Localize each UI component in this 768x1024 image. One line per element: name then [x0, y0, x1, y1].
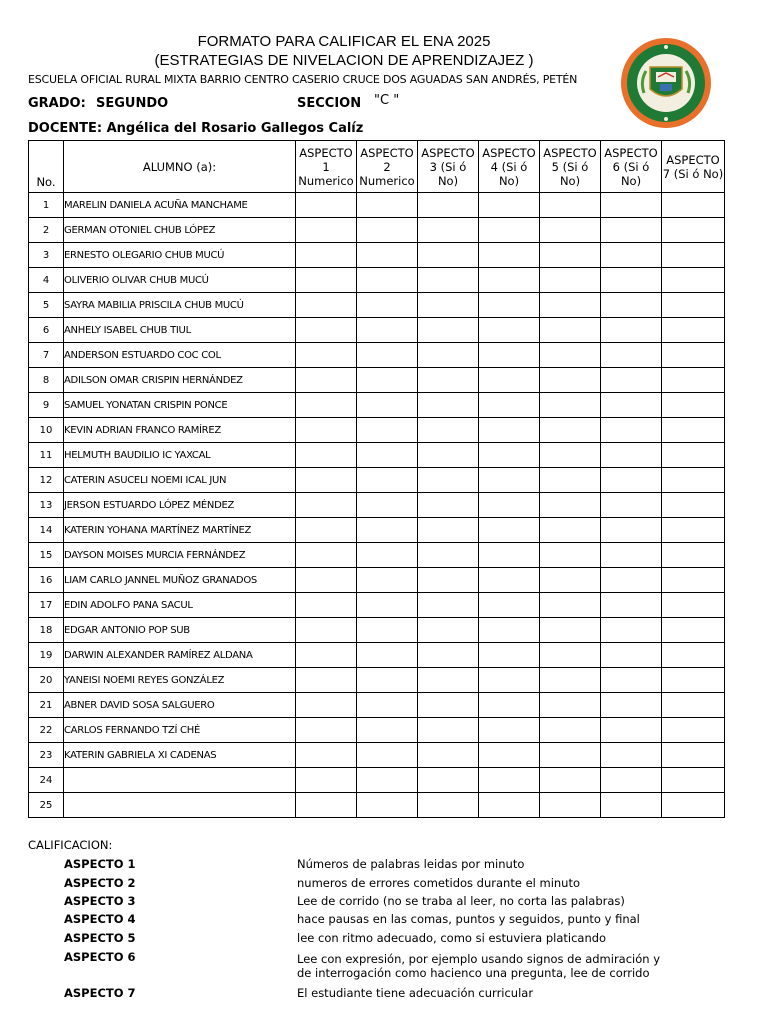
grade-cell-aspecto-3[interactable]	[418, 193, 479, 218]
grade-cell-aspecto-4[interactable]	[479, 668, 540, 693]
grade-cell-aspecto-4[interactable]	[479, 743, 540, 768]
grado-value: SEGUNDO	[96, 96, 169, 111]
grade-cell-aspecto-5[interactable]	[540, 243, 601, 268]
grade-cell-aspecto-3[interactable]	[418, 343, 479, 368]
grade-cell-aspecto-5[interactable]	[540, 468, 601, 493]
table-row	[29, 718, 725, 743]
grade-cell-aspecto-1[interactable]	[296, 618, 357, 643]
grade-cell-aspecto-2[interactable]	[357, 368, 418, 393]
grade-cell-aspecto-5[interactable]	[540, 293, 601, 318]
aspect-label: ASPECTO 4	[64, 912, 136, 926]
grade-cell-aspecto-5[interactable]	[540, 318, 601, 343]
student-name: KATERIN YOHANA MARTÍNEZ MARTÍNEZ	[64, 518, 296, 543]
grade-cell-aspecto-1[interactable]	[296, 768, 357, 793]
student-name: EDGAR ANTONIO POP SUB	[64, 618, 296, 643]
table-row	[29, 568, 725, 593]
student-name	[64, 768, 296, 793]
student-name: LIAM CARLO JANNEL MUÑOZ GRANADOS	[64, 568, 296, 593]
grade-cell-aspecto-1[interactable]	[296, 543, 357, 568]
grade-cell-aspecto-5[interactable]	[540, 518, 601, 543]
aspect-label: ASPECTO 7	[64, 986, 136, 1000]
grade-cell-aspecto-2[interactable]	[357, 793, 418, 818]
grade-cell-aspecto-2[interactable]	[357, 643, 418, 668]
row-number: 4	[29, 268, 64, 293]
student-name: HELMUTH BAUDILIO IC YAXCAL	[64, 443, 296, 468]
grade-cell-aspecto-7[interactable]	[662, 518, 725, 543]
grade-cell-aspecto-5[interactable]	[540, 393, 601, 418]
grade-cell-aspecto-3[interactable]	[418, 693, 479, 718]
grade-cell-aspecto-5[interactable]	[540, 768, 601, 793]
row-number: 23	[29, 743, 64, 768]
grade-cell-aspecto-4[interactable]	[479, 643, 540, 668]
grade-cell-aspecto-4[interactable]	[479, 318, 540, 343]
grade-cell-aspecto-5[interactable]	[540, 193, 601, 218]
grade-cell-aspecto-2[interactable]	[357, 193, 418, 218]
grade-cell-aspecto-2[interactable]	[357, 618, 418, 643]
docente-name: DOCENTE: Angélica del Rosario Gallegos Calíz	[28, 121, 364, 136]
grade-cell-aspecto-6[interactable]	[601, 343, 662, 368]
grade-cell-aspecto-4[interactable]	[479, 268, 540, 293]
grade-cell-aspecto-3[interactable]	[418, 593, 479, 618]
grade-cell-aspecto-5[interactable]	[540, 343, 601, 368]
table-row	[29, 268, 725, 293]
grade-cell-aspecto-2[interactable]	[357, 743, 418, 768]
form-title: FORMATO PARA CALIFICAR EL ENA 2025	[197, 33, 491, 50]
table-row	[29, 318, 725, 343]
grade-cell-aspecto-2[interactable]	[357, 218, 418, 243]
grade-cell-aspecto-1[interactable]	[296, 743, 357, 768]
grade-cell-aspecto-1[interactable]	[296, 368, 357, 393]
row-number: 17	[29, 593, 64, 618]
grade-cell-aspecto-3[interactable]	[418, 743, 479, 768]
grade-cell-aspecto-2[interactable]	[357, 293, 418, 318]
student-name: CATERIN ASUCELI NOEMI ICAL JUN	[64, 468, 296, 493]
row-number: 2	[29, 218, 64, 243]
grade-cell-aspecto-1[interactable]	[296, 518, 357, 543]
grade-cell-aspecto-7[interactable]	[662, 418, 725, 443]
table-row	[29, 343, 725, 368]
row-number: 13	[29, 493, 64, 518]
grade-cell-aspecto-7[interactable]	[662, 593, 725, 618]
table-row	[29, 493, 725, 518]
student-name: SAMUEL YONATAN CRISPIN PONCE	[64, 393, 296, 418]
student-name: ADILSON OMAR CRISPIN HERNÁNDEZ	[64, 368, 296, 393]
student-name: KEVIN ADRIAN FRANCO RAMÍREZ	[64, 418, 296, 443]
header-alumno: ALUMNO (a):	[64, 141, 296, 193]
table-row	[29, 743, 725, 768]
form-subtitle: (ESTRATEGIAS DE NIVELACION DE APRENDIZAJEZ )	[154, 52, 534, 69]
grade-cell-aspecto-6[interactable]	[601, 768, 662, 793]
aspect-description: Lee con expresión, por ejemplo usando signos de admiración y de interrogación como hacienco una pregunta, lee de corrido	[297, 952, 661, 980]
grade-cell-aspecto-5[interactable]	[540, 618, 601, 643]
grade-cell-aspecto-3[interactable]	[418, 443, 479, 468]
grade-cell-aspecto-2[interactable]	[357, 693, 418, 718]
grade-cell-aspecto-3[interactable]	[418, 568, 479, 593]
aspect-label: ASPECTO 2	[64, 876, 136, 890]
grade-cell-aspecto-5[interactable]	[540, 268, 601, 293]
aspect-label: ASPECTO 3	[64, 894, 136, 908]
row-number: 21	[29, 693, 64, 718]
grade-cell-aspecto-7[interactable]	[662, 618, 725, 643]
grade-cell-aspecto-4[interactable]	[479, 193, 540, 218]
grade-cell-aspecto-5[interactable]	[540, 793, 601, 818]
grade-cell-aspecto-3[interactable]	[418, 793, 479, 818]
grade-cell-aspecto-3[interactable]	[418, 293, 479, 318]
grade-cell-aspecto-7[interactable]	[662, 693, 725, 718]
student-name: DAYSON MOISES MURCIA FERNÁNDEZ	[64, 543, 296, 568]
grade-cell-aspecto-6[interactable]	[601, 618, 662, 643]
grade-cell-aspecto-6[interactable]	[601, 393, 662, 418]
row-number: 20	[29, 668, 64, 693]
row-number: 3	[29, 243, 64, 268]
table-row	[29, 293, 725, 318]
grade-cell-aspecto-6[interactable]	[601, 418, 662, 443]
grade-cell-aspecto-6[interactable]	[601, 543, 662, 568]
aspect-description: numeros de errores cometidos durante el minuto	[297, 876, 581, 890]
grade-cell-aspecto-7[interactable]	[662, 193, 725, 218]
header-aspecto-6: ASPECTO 6 (Si ó No)	[601, 141, 662, 193]
header-aspecto-7: ASPECTO 7 (Si ó No)	[662, 141, 725, 193]
grades-table	[28, 140, 725, 818]
grade-cell-aspecto-4[interactable]	[479, 543, 540, 568]
row-number: 14	[29, 518, 64, 543]
header-no: No.	[29, 141, 64, 193]
grade-cell-aspecto-3[interactable]	[418, 243, 479, 268]
grade-cell-aspecto-1[interactable]	[296, 293, 357, 318]
row-number: 5	[29, 293, 64, 318]
grade-cell-aspecto-6[interactable]	[601, 693, 662, 718]
grade-cell-aspecto-3[interactable]	[418, 468, 479, 493]
grade-cell-aspecto-6[interactable]	[601, 243, 662, 268]
grade-cell-aspecto-2[interactable]	[357, 568, 418, 593]
student-name: YANEISI NOEMI REYES GONZÁLEZ	[64, 668, 296, 693]
student-name: JERSON ESTUARDO LÓPEZ MÉNDEZ	[64, 493, 296, 518]
grade-cell-aspecto-5[interactable]	[540, 493, 601, 518]
table-header-row	[29, 141, 725, 193]
table-row	[29, 793, 725, 818]
grade-cell-aspecto-1[interactable]	[296, 193, 357, 218]
row-number: 19	[29, 643, 64, 668]
aspect-label: ASPECTO 1	[64, 857, 136, 871]
table-row	[29, 693, 725, 718]
header-aspecto-2: ASPECTO 2 Numerico	[357, 141, 418, 193]
grade-cell-aspecto-6[interactable]	[601, 468, 662, 493]
table-row	[29, 443, 725, 468]
grade-cell-aspecto-7[interactable]	[662, 768, 725, 793]
grade-cell-aspecto-4[interactable]	[479, 518, 540, 543]
grade-cell-aspecto-5[interactable]	[540, 368, 601, 393]
grade-cell-aspecto-2[interactable]	[357, 593, 418, 618]
table-row	[29, 193, 725, 218]
calificacion-title: CALIFICACION:	[28, 838, 113, 852]
grade-cell-aspecto-6[interactable]	[601, 268, 662, 293]
grade-cell-aspecto-1[interactable]	[296, 718, 357, 743]
grade-cell-aspecto-4[interactable]	[479, 243, 540, 268]
grade-cell-aspecto-5[interactable]	[540, 568, 601, 593]
grade-cell-aspecto-4[interactable]	[479, 618, 540, 643]
row-number: 22	[29, 718, 64, 743]
student-name: ANDERSON ESTUARDO COC COL	[64, 343, 296, 368]
grade-cell-aspecto-5[interactable]	[540, 443, 601, 468]
grade-cell-aspecto-4[interactable]	[479, 418, 540, 443]
grade-cell-aspecto-2[interactable]	[357, 718, 418, 743]
grade-cell-aspecto-1[interactable]	[296, 418, 357, 443]
table-row	[29, 543, 725, 568]
row-number: 11	[29, 443, 64, 468]
grade-cell-aspecto-1[interactable]	[296, 668, 357, 693]
seccion-value: "C "	[374, 93, 400, 108]
grade-cell-aspecto-1[interactable]	[296, 493, 357, 518]
grade-cell-aspecto-3[interactable]	[418, 368, 479, 393]
grade-cell-aspecto-4[interactable]	[479, 393, 540, 418]
table-row	[29, 243, 725, 268]
table-row	[29, 218, 725, 243]
grade-cell-aspecto-4[interactable]	[479, 368, 540, 393]
row-number: 15	[29, 543, 64, 568]
grade-cell-aspecto-6[interactable]	[601, 218, 662, 243]
grade-cell-aspecto-3[interactable]	[418, 418, 479, 443]
grade-cell-aspecto-2[interactable]	[357, 543, 418, 568]
grade-cell-aspecto-6[interactable]	[601, 368, 662, 393]
grade-cell-aspecto-7[interactable]	[662, 368, 725, 393]
row-number: 24	[29, 768, 64, 793]
aspect-description: Números de palabras leidas por minuto	[297, 857, 525, 871]
student-name: SAYRA MABILIA PRISCILA CHUB MUCÚ	[64, 293, 296, 318]
row-number: 6	[29, 318, 64, 343]
grade-cell-aspecto-3[interactable]	[418, 768, 479, 793]
row-number: 9	[29, 393, 64, 418]
grade-cell-aspecto-1[interactable]	[296, 268, 357, 293]
grade-cell-aspecto-4[interactable]	[479, 718, 540, 743]
grade-cell-aspecto-2[interactable]	[357, 343, 418, 368]
grade-cell-aspecto-4[interactable]	[479, 293, 540, 318]
grade-cell-aspecto-3[interactable]	[418, 268, 479, 293]
grade-cell-aspecto-6[interactable]	[601, 493, 662, 518]
grade-cell-aspecto-7[interactable]	[662, 543, 725, 568]
student-name: DARWIN ALEXANDER RAMÍREZ ALDANA	[64, 643, 296, 668]
table-row	[29, 468, 725, 493]
grade-cell-aspecto-7[interactable]	[662, 343, 725, 368]
grade-cell-aspecto-1[interactable]	[296, 393, 357, 418]
grade-cell-aspecto-5[interactable]	[540, 743, 601, 768]
table-row	[29, 593, 725, 618]
grade-cell-aspecto-1[interactable]	[296, 318, 357, 343]
grade-cell-aspecto-7[interactable]	[662, 468, 725, 493]
student-name: GERMAN OTONIEL CHUB LÓPEZ	[64, 218, 296, 243]
table-row	[29, 668, 725, 693]
grade-cell-aspecto-3[interactable]	[418, 668, 479, 693]
grade-cell-aspecto-2[interactable]	[357, 268, 418, 293]
student-name: ANHELY ISABEL CHUB TIUL	[64, 318, 296, 343]
grade-cell-aspecto-5[interactable]	[540, 668, 601, 693]
table-row	[29, 643, 725, 668]
aspect-description: El estudiante tiene adecuación curricular	[297, 986, 534, 1000]
aspect-description: Lee de corrido (no se traba al leer, no corta las palabras)	[297, 894, 625, 908]
grade-cell-aspecto-7[interactable]	[662, 318, 725, 343]
grade-cell-aspecto-6[interactable]	[601, 518, 662, 543]
grade-cell-aspecto-2[interactable]	[357, 768, 418, 793]
grade-cell-aspecto-3[interactable]	[418, 618, 479, 643]
grade-cell-aspecto-4[interactable]	[479, 493, 540, 518]
grade-cell-aspecto-3[interactable]	[418, 493, 479, 518]
grade-cell-aspecto-7[interactable]	[662, 393, 725, 418]
grade-cell-aspecto-2[interactable]	[357, 243, 418, 268]
school-seal-logo	[620, 37, 712, 129]
grade-cell-aspecto-4[interactable]	[479, 343, 540, 368]
grade-cell-aspecto-3[interactable]	[418, 643, 479, 668]
row-number: 7	[29, 343, 64, 368]
grade-cell-aspecto-4[interactable]	[479, 768, 540, 793]
grade-cell-aspecto-1[interactable]	[296, 443, 357, 468]
grade-cell-aspecto-2[interactable]	[357, 418, 418, 443]
grade-cell-aspecto-7[interactable]	[662, 568, 725, 593]
grade-cell-aspecto-1[interactable]	[296, 243, 357, 268]
grade-cell-aspecto-3[interactable]	[418, 518, 479, 543]
grade-cell-aspecto-4[interactable]	[479, 568, 540, 593]
row-number: 25	[29, 793, 64, 818]
grade-cell-aspecto-1[interactable]	[296, 793, 357, 818]
header-aspecto-5: ASPECTO 5 (Si ó No)	[540, 141, 601, 193]
grade-cell-aspecto-7[interactable]	[662, 643, 725, 668]
grade-cell-aspecto-6[interactable]	[601, 743, 662, 768]
student-name: EDIN ADOLFO PANA SACUL	[64, 593, 296, 618]
grade-cell-aspecto-6[interactable]	[601, 193, 662, 218]
header-aspecto-4: ASPECTO 4 (Si ó No)	[479, 141, 540, 193]
grade-cell-aspecto-3[interactable]	[418, 543, 479, 568]
student-name: OLIVERIO OLIVAR CHUB MUCÚ	[64, 268, 296, 293]
row-number: 10	[29, 418, 64, 443]
grade-cell-aspecto-2[interactable]	[357, 668, 418, 693]
table-row	[29, 518, 725, 543]
row-number: 8	[29, 368, 64, 393]
grade-cell-aspecto-7[interactable]	[662, 293, 725, 318]
grade-cell-aspecto-1[interactable]	[296, 568, 357, 593]
grade-cell-aspecto-3[interactable]	[418, 718, 479, 743]
grade-cell-aspecto-6[interactable]	[601, 568, 662, 593]
student-name	[64, 793, 296, 818]
grade-cell-aspecto-1[interactable]	[296, 468, 357, 493]
grado-label: GRADO:	[28, 96, 86, 111]
grade-cell-aspecto-1[interactable]	[296, 218, 357, 243]
grade-cell-aspecto-7[interactable]	[662, 493, 725, 518]
row-number: 1	[29, 193, 64, 218]
grade-cell-aspecto-6[interactable]	[601, 293, 662, 318]
grade-cell-aspecto-2[interactable]	[357, 468, 418, 493]
row-number: 18	[29, 618, 64, 643]
grade-cell-aspecto-1[interactable]	[296, 643, 357, 668]
grade-cell-aspecto-5[interactable]	[540, 543, 601, 568]
grade-cell-aspecto-5[interactable]	[540, 718, 601, 743]
grade-cell-aspecto-6[interactable]	[601, 593, 662, 618]
grade-cell-aspecto-7[interactable]	[662, 243, 725, 268]
student-name: CARLOS FERNANDO TZÍ CHÉ	[64, 718, 296, 743]
aspect-description: lee con ritmo adecuado, como si estuviera platicando	[297, 931, 607, 945]
grade-cell-aspecto-7[interactable]	[662, 718, 725, 743]
student-name: ERNESTO OLEGARIO CHUB MUCÚ	[64, 243, 296, 268]
grade-cell-aspecto-2[interactable]	[357, 493, 418, 518]
student-name: KATERIN GABRIELA XI CADENAS	[64, 743, 296, 768]
grade-cell-aspecto-2[interactable]	[357, 393, 418, 418]
aspect-label: ASPECTO 6	[64, 950, 136, 964]
grade-cell-aspecto-1[interactable]	[296, 593, 357, 618]
grade-cell-aspecto-6[interactable]	[601, 443, 662, 468]
table-row	[29, 418, 725, 443]
grade-cell-aspecto-4[interactable]	[479, 793, 540, 818]
student-name: MARELIN DANIELA ACUÑA MANCHAME	[64, 193, 296, 218]
row-number: 12	[29, 468, 64, 493]
seccion-label: SECCION	[297, 96, 362, 111]
grade-cell-aspecto-3[interactable]	[418, 393, 479, 418]
aspect-label: ASPECTO 5	[64, 931, 136, 945]
grade-cell-aspecto-2[interactable]	[357, 318, 418, 343]
table-row	[29, 768, 725, 793]
header-aspecto-1: ASPECTO 1 Numerico	[296, 141, 357, 193]
grade-cell-aspecto-5[interactable]	[540, 593, 601, 618]
table-row	[29, 618, 725, 643]
grade-cell-aspecto-6[interactable]	[601, 793, 662, 818]
grade-cell-aspecto-7[interactable]	[662, 668, 725, 693]
grade-cell-aspecto-6[interactable]	[601, 718, 662, 743]
grade-cell-aspecto-5[interactable]	[540, 693, 601, 718]
grade-cell-aspecto-2[interactable]	[357, 518, 418, 543]
table-row	[29, 368, 725, 393]
grade-cell-aspecto-1[interactable]	[296, 693, 357, 718]
table-row	[29, 393, 725, 418]
grade-cell-aspecto-4[interactable]	[479, 468, 540, 493]
header-aspecto-3: ASPECTO 3 (Si ó No)	[418, 141, 479, 193]
grade-cell-aspecto-4[interactable]	[479, 218, 540, 243]
grade-cell-aspecto-6[interactable]	[601, 668, 662, 693]
grade-cell-aspecto-7[interactable]	[662, 218, 725, 243]
grade-cell-aspecto-6[interactable]	[601, 318, 662, 343]
row-number: 16	[29, 568, 64, 593]
grade-cell-aspecto-7[interactable]	[662, 268, 725, 293]
grade-cell-aspecto-5[interactable]	[540, 643, 601, 668]
grade-cell-aspecto-4[interactable]	[479, 693, 540, 718]
grade-cell-aspecto-7[interactable]	[662, 443, 725, 468]
grade-cell-aspecto-4[interactable]	[479, 593, 540, 618]
grade-cell-aspecto-3[interactable]	[418, 318, 479, 343]
grade-cell-aspecto-7[interactable]	[662, 743, 725, 768]
aspect-description: hace pausas en las comas, puntos y seguidos, punto y final	[297, 912, 640, 926]
student-name: ABNER DAVID SOSA SALGUERO	[64, 693, 296, 718]
grade-cell-aspecto-6[interactable]	[601, 643, 662, 668]
grade-cell-aspecto-1[interactable]	[296, 343, 357, 368]
grade-cell-aspecto-5[interactable]	[540, 218, 601, 243]
grade-cell-aspecto-3[interactable]	[418, 218, 479, 243]
grade-cell-aspecto-4[interactable]	[479, 443, 540, 468]
grade-cell-aspecto-2[interactable]	[357, 443, 418, 468]
grade-cell-aspecto-5[interactable]	[540, 418, 601, 443]
school-name: ESCUELA OFICIAL RURAL MIXTA BARRIO CENTRO CASERIO CRUCE DOS AGUADAS SAN ANDRÉS, PETÉN	[28, 73, 578, 86]
grade-cell-aspecto-7[interactable]	[662, 793, 725, 818]
